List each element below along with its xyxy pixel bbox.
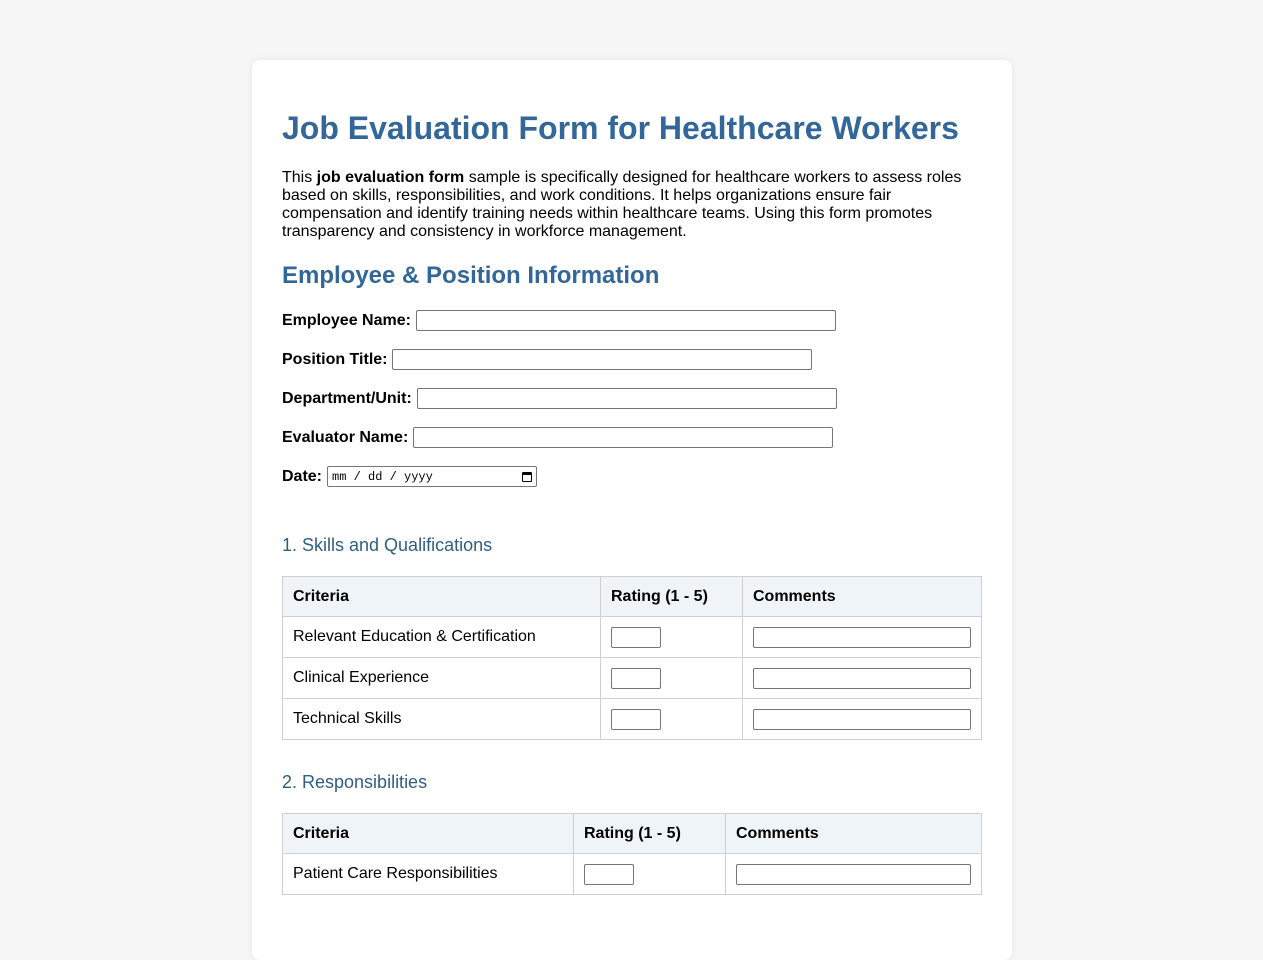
evaluator-name-label: Evaluator Name:: [282, 428, 409, 446]
rating-cell: [574, 854, 726, 895]
section-heading-responsibilities: 2. Responsibilities: [282, 772, 428, 792]
comments-input[interactable]: [753, 668, 971, 689]
employee-name-input[interactable]: [416, 310, 836, 331]
employee-name-label: Employee Name:: [282, 311, 411, 329]
table-row: [283, 699, 982, 740]
position-title-label: Position Title:: [282, 350, 388, 368]
table-header-row: [283, 577, 982, 617]
table-header-row: [283, 814, 982, 854]
table-row: [283, 658, 982, 699]
column-header-comments: Comments: [726, 814, 982, 854]
intro-paragraph: [282, 169, 982, 241]
comments-cell: [743, 658, 982, 699]
rating-input[interactable]: [611, 668, 661, 689]
rating-cell: [601, 617, 743, 658]
table-row: [283, 617, 982, 658]
criteria-cell: Clinical Experience: [283, 658, 601, 699]
responsibilities-table: [282, 813, 982, 895]
column-header-rating: Rating (1 - 5): [601, 577, 743, 617]
skills-table: [282, 576, 982, 740]
rating-input[interactable]: [611, 709, 661, 730]
section-heading-skills: 1. Skills and Qualifications: [282, 535, 493, 555]
page-title: Job Evaluation Form for Healthcare Workers: [282, 110, 959, 146]
date-label: Date:: [282, 467, 323, 485]
calendar-icon[interactable]: [522, 472, 532, 482]
rating-cell: [601, 658, 743, 699]
table-row: [283, 854, 982, 895]
column-header-rating: Rating (1 - 5): [574, 814, 726, 854]
intro-text: This: [282, 169, 317, 186]
date-input[interactable]: [327, 466, 537, 487]
position-title-field: [282, 349, 812, 370]
date-field: [282, 466, 537, 487]
employee-section-heading: Employee & Position Information: [282, 262, 660, 289]
rating-cell: [601, 699, 743, 740]
comments-cell: [726, 854, 982, 895]
comments-input[interactable]: [736, 864, 971, 885]
rating-input[interactable]: [611, 627, 661, 648]
criteria-cell: Technical Skills: [283, 699, 601, 740]
department-label: Department/Unit:: [282, 389, 412, 407]
column-header-criteria: Criteria: [283, 814, 574, 854]
column-header-comments: Comments: [743, 577, 982, 617]
date-placeholder: mm / dd / yyyy: [332, 469, 433, 484]
evaluator-name-input[interactable]: [413, 427, 833, 448]
rating-input[interactable]: [584, 864, 634, 885]
comments-cell: [743, 617, 982, 658]
position-title-input[interactable]: [392, 349, 812, 370]
criteria-cell: Relevant Education & Certification: [283, 617, 601, 658]
intro-text-rest: sample is specifically designed for healthcare workers to assess roles based on skills, responsibilities, and work conditions. It helps organizations ensure fair compensation and identify training needs within healthcare teams. Using this form promotes transparency and consistency in workforce management.: [282, 169, 962, 240]
column-header-criteria: Criteria: [283, 577, 601, 617]
comments-input[interactable]: [753, 627, 971, 648]
comments-input[interactable]: [753, 709, 971, 730]
comments-cell: [743, 699, 982, 740]
criteria-cell: Patient Care Responsibilities: [283, 854, 574, 895]
form-card: [252, 60, 1012, 960]
employee-name-field: [282, 310, 836, 331]
evaluator-name-field: [282, 427, 833, 448]
intro-bold-text: job evaluation form: [316, 169, 465, 186]
department-field: [282, 388, 837, 409]
department-input[interactable]: [417, 388, 837, 409]
